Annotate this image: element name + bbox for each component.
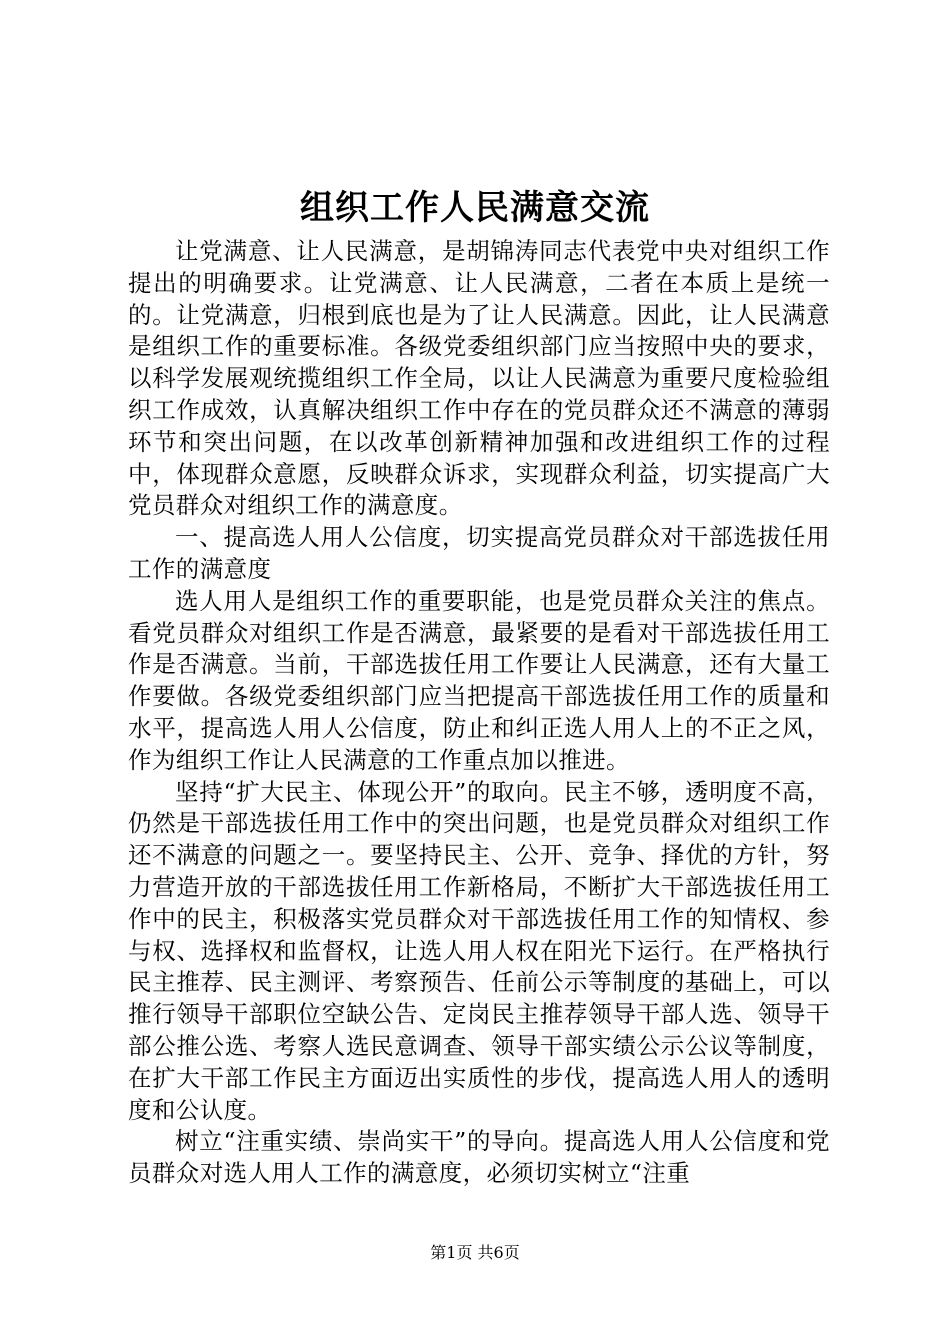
document-body [128, 236, 830, 1190]
document-title: 组织工作人民满意交流 [300, 188, 650, 228]
paragraph-performance: 树立“注重实绩、崇尚实干”的导向。提高选人用人公信度和党员群众对选人用人工作的满意度，必须切实树立“注重 [128, 1127, 830, 1188]
section-heading-1: 一、提高选人用人公信度，切实提高党员群众对干部选拔任用工作的满意度 [128, 523, 830, 583]
paragraph-democracy: 坚持“扩大民主、体现公开”的取向。民主不够，透明度不高，仍然是干部选拔任用工作中的突出问题，也是党员群众对组织工作还不满意的问题之一。要坚持民主、公开、竞争、择优的方针，努力营造开放的干部选拔任用工作新格局，不断扩大干部选拔任用工作中的民主，积极落实党员群众对干部选拔任用工作的知情权、参与权、选择权和监督权，让选人用人权在阳光下运行。在严格执行民主推荐、民主测评、考察预告、任前公示等制度的基础上，可以推行领导干部职位空缺公告、定岗民主推荐领导干部人选、领导干部公推公选、考察人选民意调查、领导干部实绩公示公议等制度，在扩大干部工作民主方面迈出实质性的步伐，提高选人用人的透明度和公认度。 [128, 777, 830, 1124]
paragraph-selection: 选人用人是组织工作的重要职能，也是党员群众关注的焦点。看党员群众对组织工作是否满意，最紧要的是看对干部选拔任用工作是否满意。当前，干部选拔任用工作要让人民满意，还有大量工作要做。各级党委组织部门应当把提高干部选拔任用工作的质量和水平，提高选人用人公信度，防止和纠正选人用人上的不正之风，作为组织工作让人民满意的工作重点加以推进。 [128, 586, 830, 774]
page-footer: 第1页 共6页 [430, 1243, 520, 1262]
paragraph-intro: 让党满意、让人民满意，是胡锦涛同志代表党中央对组织工作提出的明确要求。让党满意、让人民满意，二者在本质上是统一的。让党满意，归根到底也是为了让人民满意。因此，让人民满意是组织工作的重要标准。各级党委组织部门应当按照中央的要求，以科学发展观统揽组织工作全局，以让人民满意为重要尺度检验组织工作成效，认真解决组织工作中存在的党员群众还不满意的薄弱环节和突出问题，在以改革创新精神加强和改进组织工作的过程中，体现群众意愿，反映群众诉求，实现群众利益，切实提高广大党员群众对组织工作的满意度。 [128, 237, 830, 520]
